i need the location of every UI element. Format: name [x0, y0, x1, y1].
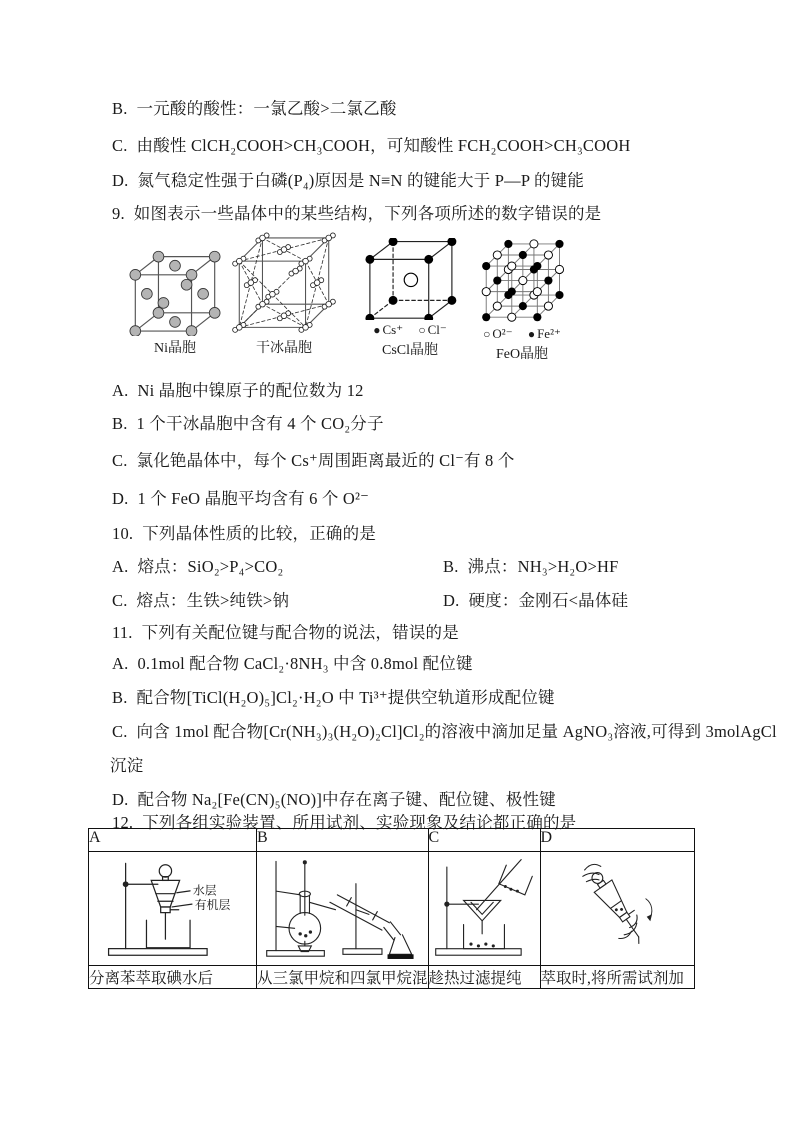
option-text: 氮气稳定性强于白磷(P₄)原因是 N≡N 的键能大于 P—P 的键能 — [137, 171, 585, 190]
figure-caption: Ni晶胞 — [154, 341, 196, 356]
option-label: B. — [112, 99, 128, 118]
table-header-a: A — [89, 829, 257, 852]
option-label: A. — [112, 557, 129, 576]
option-label: A. — [112, 654, 129, 673]
option-label: C. — [112, 722, 128, 741]
q8-option-b — [112, 95, 397, 119]
legend-label: Cs⁺ — [382, 322, 404, 337]
question-number: 10. — [112, 524, 134, 543]
figure-dry-ice-cell — [229, 226, 339, 357]
organic-layer-label: 有机层 — [194, 897, 230, 912]
option-text: 沸点：NH₃>H₂O>HF — [467, 557, 619, 576]
q9-option-a — [112, 377, 364, 401]
option-text: 一元酸的酸性：一氯乙酸>二氯乙酸 — [136, 99, 397, 118]
shaking-separating-funnel-diagram — [569, 852, 665, 960]
option-label: D. — [112, 790, 129, 809]
q10-option-a — [112, 553, 283, 577]
question-number: 9. — [112, 204, 125, 223]
option-label: C. — [112, 591, 128, 610]
filled-dot-icon: ● — [527, 327, 536, 341]
q8-option-c — [112, 132, 630, 156]
option-label: D. — [443, 591, 460, 610]
water-layer-label: 水层 — [192, 883, 217, 898]
figure-caption: FeO晶胞 — [495, 347, 549, 362]
legend-label: Cl⁻ — [427, 322, 447, 337]
q11-option-d — [112, 786, 556, 810]
option-text: 1 个 FeO 晶胞平均含有 6 个 O²⁻ — [137, 489, 370, 508]
q9-stem — [112, 200, 601, 224]
question-text: 如图表示一些晶体中的某些结构，下列各项所述的数字错误的是 — [133, 204, 602, 223]
option-text: 熔点：生铁>纯铁>钠 — [136, 591, 290, 610]
dry-ice-cell-diagram — [231, 226, 337, 336]
table-header-row — [89, 829, 695, 852]
q8-option-d — [112, 167, 584, 191]
caption-cell-a: 分离苯萃取碘水后 — [89, 966, 257, 989]
feo-legend — [464, 326, 580, 342]
feo-atoms — [482, 240, 563, 321]
cscl-cell-diagram — [361, 238, 459, 320]
hot-filtration-diagram — [432, 852, 536, 960]
option-label: D. — [112, 171, 129, 190]
option-text: 向含 1mol 配合物[Cr(NH₃)₃(H₂O)₂Cl]Cl₂的溶液中滴加足量 AgNO₃溶液,可得到 3molAgCl — [136, 722, 777, 741]
apparatus-cell-d — [540, 852, 694, 966]
caption-cell-c: 趁热过滤提纯 — [428, 966, 540, 989]
feo-cell-diagram — [472, 232, 572, 324]
q11-option-c — [112, 718, 777, 742]
figure-caption: CsCl晶胞 — [381, 343, 438, 358]
option-label: B. — [112, 414, 128, 433]
ni-atoms — [130, 251, 220, 336]
open-dot-icon: ○ — [418, 323, 426, 337]
figure-caption: 干冰晶胞 — [256, 341, 312, 356]
question-number: 11. — [112, 623, 133, 642]
cl-center-atom — [404, 273, 417, 286]
legend-label: O²⁻ — [492, 326, 513, 341]
question-number: 12. — [112, 813, 134, 832]
ni-cell-diagram — [128, 250, 222, 336]
open-dot-icon: ○ — [483, 327, 491, 341]
table-header-c: C — [428, 829, 540, 852]
q11-stem — [112, 619, 459, 643]
distillation-setup-diagram — [263, 852, 421, 960]
figure-feo-cell — [464, 232, 580, 363]
q11-option-a — [112, 650, 473, 674]
option-label: B. — [443, 557, 459, 576]
q10-option-b — [443, 553, 619, 577]
question-text: 下列有关配位键与配合物的说法，错误的是 — [141, 623, 459, 642]
q10-option-d — [443, 587, 628, 611]
option-text: Ni 晶胞中镍原子的配位数为 12 — [137, 381, 364, 400]
legend-label: Fe²⁺ — [537, 326, 561, 341]
option-text: 熔点：SiO₂>P₄>CO₂ — [137, 557, 284, 576]
question-text: 下列各组实验装置、所用试剂、实验现象及结论都正确的是 — [142, 813, 577, 832]
q9-option-c — [112, 447, 515, 471]
option-text: 氯化铯晶体中，每个 Cs⁺周围距离最近的 Cl⁻有 8 个 — [136, 451, 515, 470]
table-header-d: D — [540, 829, 694, 852]
q9-option-b — [112, 410, 384, 434]
q11-option-c-cont — [110, 752, 143, 776]
figure-ni-cell — [128, 250, 222, 357]
option-label: D. — [112, 489, 129, 508]
table-caption-row — [89, 966, 695, 989]
option-text: 沉淀 — [110, 756, 144, 775]
option-text: 由酸性 ClCH₂COOH>CH₃COOH，可知酸性 FCH₂COOH>CH₃COOH — [136, 136, 631, 155]
caption-cell-b: 从三氯甲烷和四氯甲烷混 — [257, 966, 429, 989]
separating-funnel-stand-diagram — [97, 852, 249, 960]
option-label: B. — [112, 688, 128, 707]
option-label: C. — [112, 451, 128, 470]
table-header-b: B — [257, 829, 429, 852]
option-text: 配合物 Na₂[Fe(CN)₅(NO)]中存在离子键、配位键、极性键 — [137, 790, 556, 809]
q12-experiment-table — [88, 828, 695, 989]
option-label: A. — [112, 381, 129, 400]
option-text: 0.1mol 配合物 CaCl₂·8NH₃ 中含 0.8mol 配位键 — [137, 654, 473, 673]
q10-stem — [112, 520, 376, 544]
cscl-legend — [352, 322, 468, 338]
option-text: 配合物[TiCl(H₂O)₅]Cl₂·H₂O 中 Ti³⁺提供空轨道形成配位键 — [136, 688, 555, 707]
apparatus-cell-c — [428, 852, 540, 966]
apparatus-cell-a — [89, 852, 257, 966]
q9-option-d — [112, 485, 369, 509]
apparatus-cell-b — [257, 852, 429, 966]
option-text: 硬度：金刚石<晶体硅 — [468, 591, 629, 610]
option-label: C. — [112, 136, 128, 155]
figure-cscl-cell — [352, 238, 468, 359]
q11-option-b — [112, 684, 555, 708]
question-text: 下列晶体性质的比较，正确的是 — [142, 524, 377, 543]
option-text: 1 个干冰晶胞中含有 4 个 CO₂分子 — [136, 414, 384, 433]
q10-option-c — [112, 587, 289, 611]
filled-dot-icon: ● — [373, 323, 381, 337]
caption-cell-d: 萃取时,将所需试剂加 — [540, 966, 694, 989]
table-apparatus-row — [89, 852, 695, 966]
